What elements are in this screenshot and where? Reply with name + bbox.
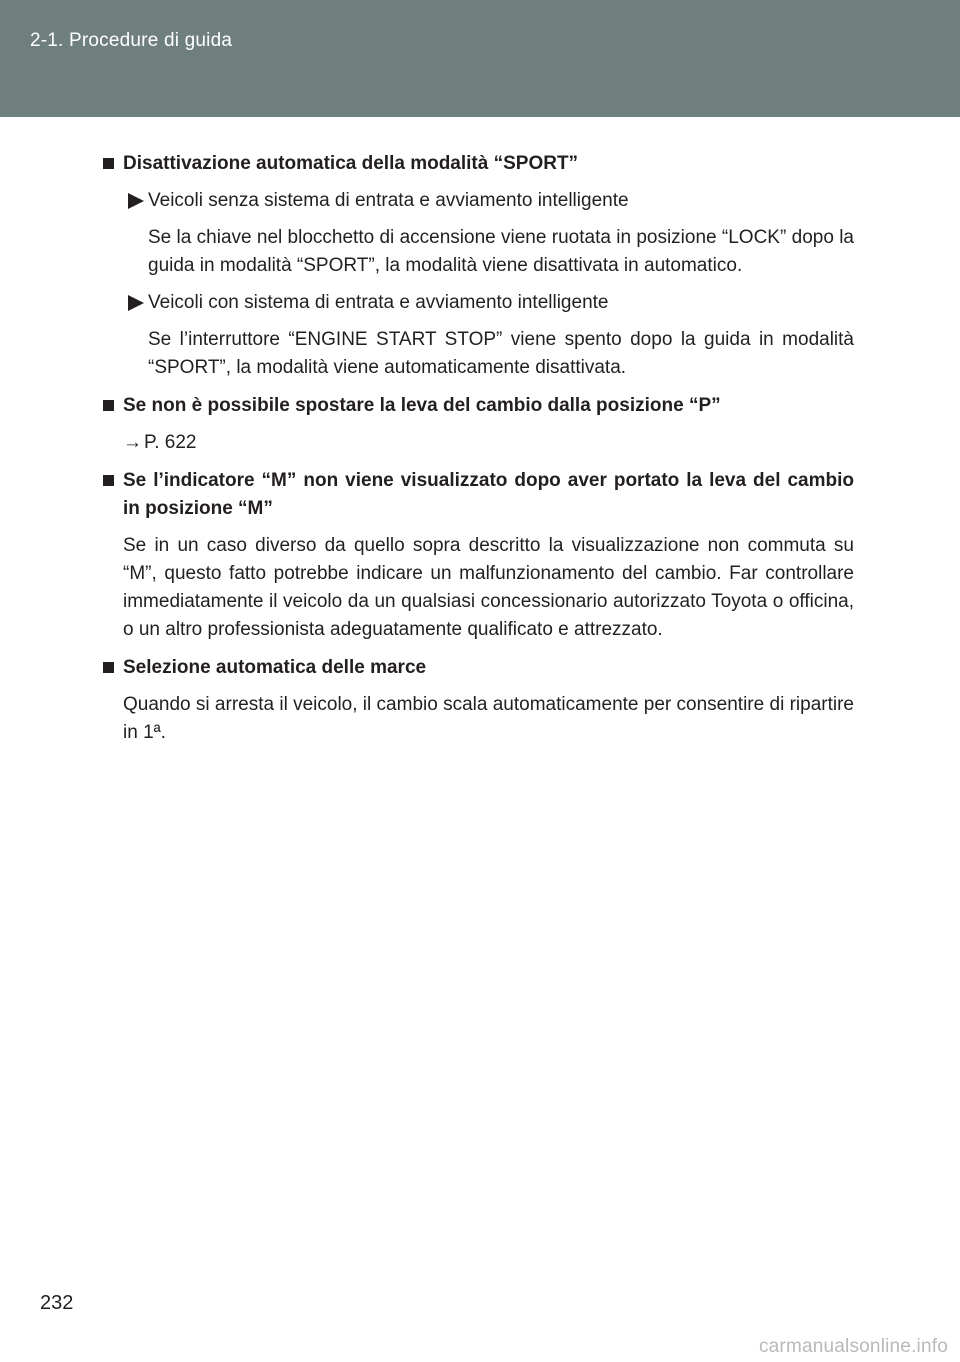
heading-text: Selezione automatica delle marce [123, 657, 427, 678]
paragraph-no-smart-entry: Se la chiave nel blocchetto di accensione viene ruotata in posizione “LOCK” dopo la guida in modalità “SPORT”, la modalità viene disattivata in automatico. [148, 227, 854, 276]
page-content [103, 150, 854, 747]
paragraph-smart-entry: Se l’interruttore “ENGINE START STOP” viene spento dopo la guida in modalità “SPORT”, la modalità viene automaticamente disattivata. [148, 329, 854, 378]
heading-text: Se non è possibile spostare la leva del cambio dalla posizione “P” [123, 395, 721, 416]
section-heading-indicator-m [103, 467, 854, 523]
subheading-text: Veicoli con sistema di entrata e avviamento intelligente [148, 292, 609, 313]
subheading-no-smart-entry [128, 187, 854, 215]
section-heading-lever-p [103, 392, 854, 420]
subheading-text: Veicoli senza sistema di entrata e avviamento intelligente [148, 190, 629, 211]
page-number: 232 [40, 1292, 74, 1314]
page-reference [123, 429, 854, 457]
square-bullet-icon [103, 158, 114, 169]
heading-text: Se l’indicatore “M” non viene visualizzato dopo aver portato la leva del cambio in posizione “M” [123, 470, 854, 519]
section-title: 2-1. Procedure di guida [30, 30, 233, 51]
page-reference-text: P. 622 [144, 432, 197, 453]
square-bullet-icon [103, 400, 114, 411]
triangle-bullet-icon [128, 193, 144, 209]
square-bullet-icon [103, 662, 114, 673]
watermark: carmanualsonline.info [758, 1336, 948, 1357]
paragraph-indicator-m: Se in un caso diverso da quello sopra descritto la visualizzazione non commuta su “M”, questo fatto potrebbe indicare un malfunzionamento del cambio. Far controllare immediatamente il veicolo da un qualsiasi concessionario autorizzato Toyota o officina, o un altro professionista adeguatamente qualificato e attrezzato. [123, 535, 854, 640]
section-heading-auto-gear [103, 654, 854, 682]
heading-text: Disattivazione automatica della modalità “SPORT” [123, 153, 579, 174]
subheading-smart-entry [128, 289, 854, 317]
arrow-right-icon: → [123, 432, 142, 453]
square-bullet-icon [103, 475, 114, 486]
section-heading-sport-off [103, 150, 854, 178]
triangle-bullet-icon [128, 295, 144, 311]
header-band [0, 0, 960, 117]
paragraph-auto-gear: Quando si arresta il veicolo, il cambio scala automaticamente per consentire di ripartire in 1ª. [123, 694, 854, 743]
